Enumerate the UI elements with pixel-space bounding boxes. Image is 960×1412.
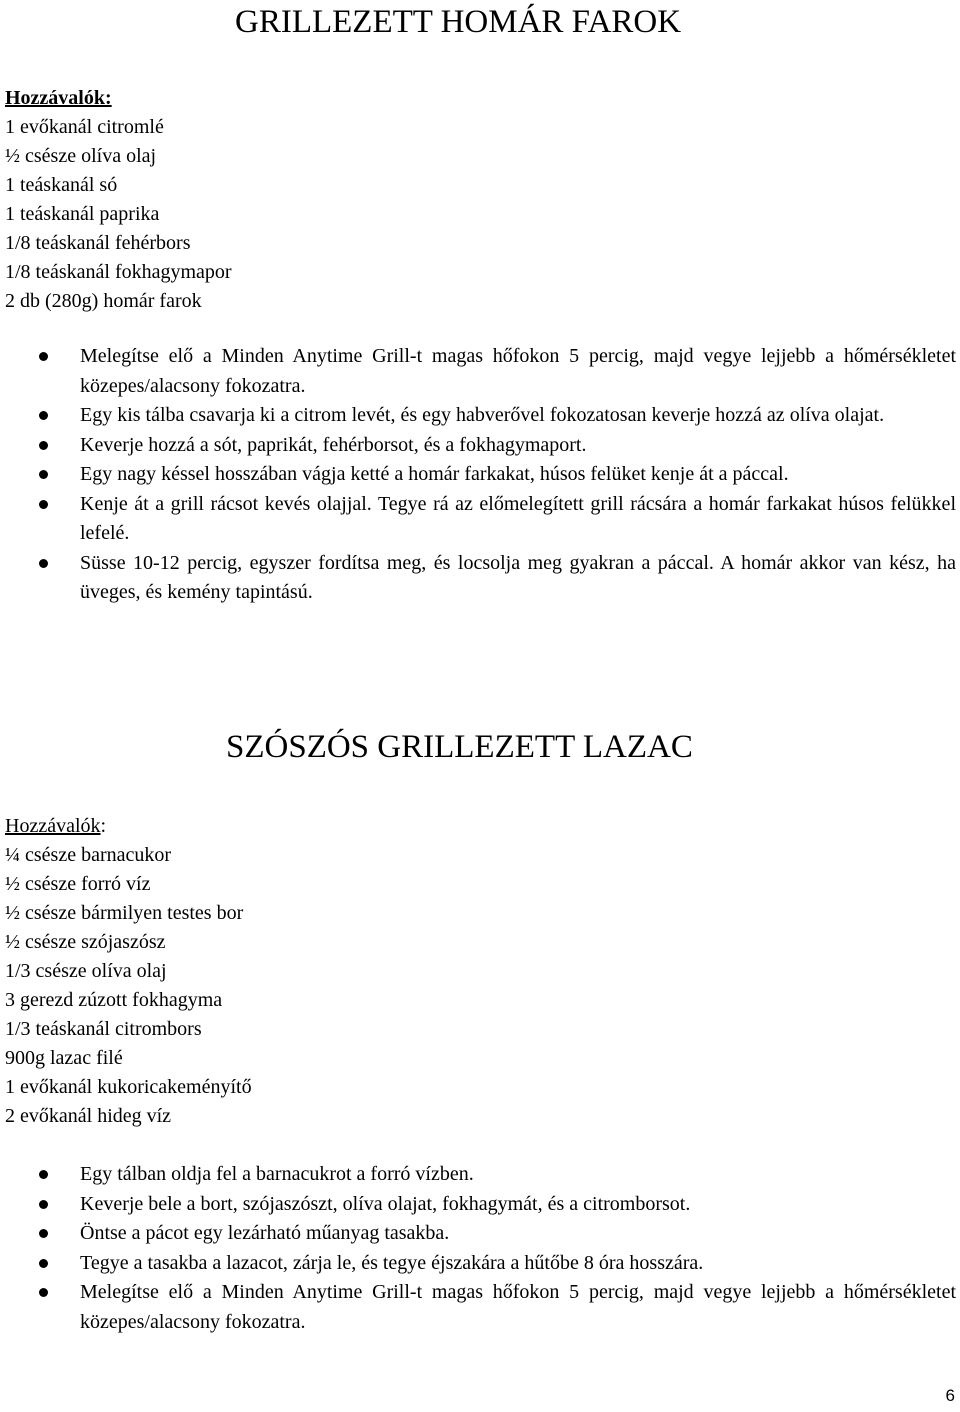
ingredient-item: 900g lazac filé xyxy=(5,1047,123,1069)
ingredient-item: 1/8 teáskanál fehérbors xyxy=(5,232,191,254)
bullet-icon xyxy=(39,1288,48,1297)
ingredients-list-lobster xyxy=(5,84,232,316)
ingredient-item: ½ csésze forró víz xyxy=(5,873,151,895)
list-item xyxy=(0,490,960,549)
step-text: Öntse a pácot egy lezárható műanyag tasakba. xyxy=(80,1222,450,1244)
ingredients-heading-colon: : xyxy=(100,815,107,837)
ingredient-item: 1/3 teáskanál citrombors xyxy=(5,1018,202,1040)
step-text: Melegítse elő a Minden Anytime Grill-t magas hőfokon 5 percig, majd vegye lejjebb a hőmérsékletet közepes/alacsony fokozatra. xyxy=(80,345,956,397)
list-item xyxy=(0,342,960,401)
list-item xyxy=(0,549,960,608)
recipe-title-lobster: GRILLEZETT HOMÁR FAROK xyxy=(235,4,682,40)
step-text: Egy nagy késsel hosszában vágja ketté a homár farkakat, húsos felüket kenje át a páccal. xyxy=(80,463,789,485)
step-text: Tegye a tasakba a lazacot, zárja le, és tegye éjszakára a hűtőbe 8 óra hosszára. xyxy=(80,1251,704,1274)
list-item xyxy=(0,1278,960,1337)
step-text: Melegítse elő a Minden Anytime Grill-t magas hőfokon 5 percig, majd vegye lejjebb a hőmérsékletet közepes/alacsony fokozatra. xyxy=(80,1281,956,1333)
list-item xyxy=(0,431,960,461)
ingredient-item: ½ csésze bármilyen testes bor xyxy=(5,902,244,924)
ingredient-item: ½ csésze szójaszósz xyxy=(5,931,166,953)
step-text: Kenje át a grill rácsot kevés olajjal. Tegye rá az előmelegített grill rácsára a homár farkakat húsos felükkel lefelé. xyxy=(80,492,956,544)
step-text: Egy tálban oldja fel a barnacukrot a forró vízben. xyxy=(80,1163,474,1185)
ingredient-item: 1/8 teáskanál fokhagymapor xyxy=(5,261,232,283)
bullet-icon xyxy=(39,1259,48,1268)
step-text: Egy kis tálba csavarja ki a citrom levét, és egy habverővel fokozatosan keverje hozzá az olíva olajat. xyxy=(80,404,885,426)
ingredients-list-salmon xyxy=(5,812,252,1131)
ingredient-item: 1 teáskanál paprika xyxy=(5,203,160,225)
bullet-icon xyxy=(39,1229,48,1238)
list-item xyxy=(0,1249,960,1279)
bullet-icon xyxy=(39,411,48,420)
bullet-icon xyxy=(39,352,48,361)
list-item xyxy=(0,1219,960,1249)
ingredients-heading: Hozzávalók xyxy=(5,815,101,837)
ingredient-item: 1 evőkanál kukoricakeményítő xyxy=(5,1076,252,1098)
list-item xyxy=(0,401,960,431)
ingredient-item: 2 db (280g) homár farok xyxy=(5,290,202,312)
ingredient-item: ½ csésze olíva olaj xyxy=(5,145,157,167)
steps-list-lobster xyxy=(0,342,960,608)
steps-list-salmon xyxy=(0,1160,960,1337)
bullet-icon xyxy=(39,559,48,568)
ingredients-heading: Hozzávalók: xyxy=(5,87,112,109)
step-text: Süsse 10-12 percig, egyszer fordítsa meg, és locsolja meg gyakran a páccal. A homár akkor van kész, ha üveges, és kemény tapintású. xyxy=(80,551,956,603)
ingredient-item: 2 evőkanál hideg víz xyxy=(5,1105,172,1127)
ingredient-item: ¼ csésze barnacukor xyxy=(5,844,172,866)
page-number: 6 xyxy=(945,1386,955,1405)
bullet-icon xyxy=(39,1170,48,1179)
ingredient-item: 1/3 csésze olíva olaj xyxy=(5,960,167,982)
ingredient-item: 1 teáskanál só xyxy=(5,174,118,196)
bullet-icon xyxy=(39,500,48,509)
step-text: Keverje hozzá a sót, paprikát, fehérborsot, és a fokhagymaport. xyxy=(80,433,587,456)
bullet-icon xyxy=(39,1200,48,1209)
list-item xyxy=(0,1160,960,1190)
ingredients-heading-row xyxy=(5,812,252,841)
list-item xyxy=(0,460,960,490)
bullet-icon xyxy=(39,441,48,450)
ingredient-item: 1 evőkanál citromlé xyxy=(5,116,164,138)
ingredient-item: 3 gerezd zúzott fokhagyma xyxy=(5,989,223,1011)
recipe-title-salmon: SZÓSZÓS GRILLEZETT LAZAC xyxy=(226,729,693,765)
list-item xyxy=(0,1190,960,1220)
step-text: Keverje bele a bort, szójaszószt, olíva olajat, fokhagymát, és a citromborsot. xyxy=(80,1192,691,1215)
bullet-icon xyxy=(39,470,48,479)
